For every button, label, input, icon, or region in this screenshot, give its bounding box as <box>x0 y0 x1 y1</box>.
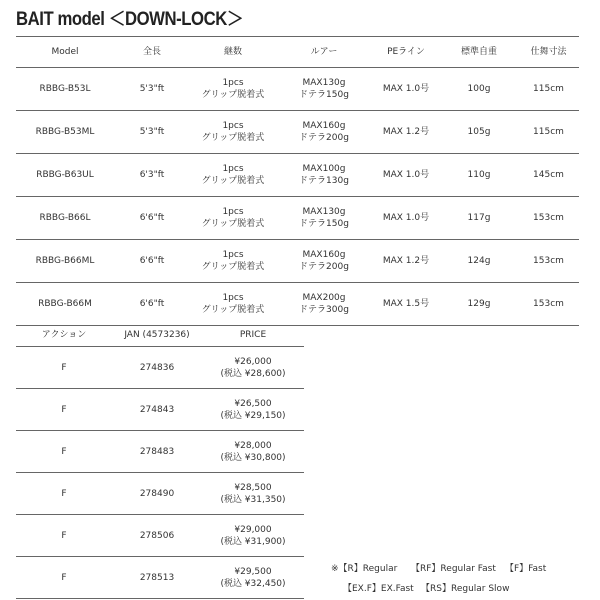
lure-max: MAX160g <box>302 121 346 131</box>
header-jan: JAN (4573236) <box>124 330 190 340</box>
pe-cell: MAX 1.0号 <box>382 170 430 180</box>
price-cell <box>202 515 304 556</box>
model-cell: RBBG-B66M <box>38 299 92 309</box>
legend-ex-fast: 【EX.F】EX.Fast <box>343 584 414 594</box>
weight-cell: 129g <box>467 299 491 309</box>
table-row <box>16 473 304 515</box>
legend-regular-slow: 【RS】Regular Slow <box>421 584 510 594</box>
model-cell: RBBG-B63UL <box>36 170 94 180</box>
jan-cell: 278483 <box>139 446 175 457</box>
closed-length-cell: 153cm <box>533 256 564 266</box>
action-legend <box>331 559 571 599</box>
lure-dotera: ドテラ200g <box>299 133 349 143</box>
lure-cell <box>276 68 372 110</box>
table-row <box>16 389 304 431</box>
lure-max: MAX130g <box>302 207 346 217</box>
pieces-cell <box>190 111 276 153</box>
header-price: PRICE <box>239 330 267 340</box>
price-value: ¥26,000 <box>234 356 272 367</box>
grip-type: グリップ脱着式 <box>201 176 265 186</box>
table-row <box>16 154 579 197</box>
lure-max: MAX130g <box>302 78 346 88</box>
lure-dotera: ドテラ150g <box>299 90 349 100</box>
header-pieces: 継数 <box>223 47 242 57</box>
jan-cell: 278513 <box>139 572 175 583</box>
pieces-count: 1pcs <box>222 207 244 217</box>
lure-dotera: ドテラ130g <box>299 176 349 186</box>
lure-cell <box>276 197 372 239</box>
pieces-cell <box>190 240 276 282</box>
lure-cell <box>276 283 372 325</box>
table-row <box>16 283 579 326</box>
table-row <box>16 197 579 240</box>
header-lure: ルアー <box>310 47 338 57</box>
closed-length-cell: 145cm <box>533 170 564 180</box>
price-tax-value: (税込 ¥31,900) <box>220 536 286 547</box>
spec-table-header <box>16 36 579 68</box>
length-cell: 6'6"ft <box>139 299 165 309</box>
price-cell <box>202 389 304 430</box>
model-cell: RBBG-B66L <box>39 213 91 223</box>
price-tax-value: (税込 ¥30,800) <box>220 452 286 463</box>
price-tax-value: (税込 ¥28,600) <box>220 368 286 379</box>
pe-cell: MAX 1.0号 <box>382 84 430 94</box>
price-tax-value: (税込 ¥29,150) <box>220 410 286 421</box>
table-row <box>16 557 304 599</box>
action-cell: F <box>61 404 67 415</box>
price-value: ¥29,500 <box>234 566 272 577</box>
pieces-count: 1pcs <box>222 250 244 260</box>
table-row <box>16 515 304 557</box>
price-tax-value: (税込 ¥31,350) <box>220 494 286 505</box>
action-cell: F <box>61 572 67 583</box>
price-table <box>16 324 304 599</box>
table-row <box>16 68 579 111</box>
closed-length-cell: 153cm <box>533 213 564 223</box>
header-closed-length: 仕舞寸法 <box>530 47 567 57</box>
pieces-cell <box>190 197 276 239</box>
lure-cell <box>276 111 372 153</box>
header-length: 全長 <box>142 47 161 57</box>
pieces-cell <box>190 68 276 110</box>
grip-type: グリップ脱着式 <box>201 90 265 100</box>
closed-length-cell: 115cm <box>533 127 564 137</box>
grip-type: グリップ脱着式 <box>201 305 265 315</box>
pieces-count: 1pcs <box>222 121 244 131</box>
price-cell <box>202 473 304 514</box>
length-cell: 5'3"ft <box>139 127 165 137</box>
table-row <box>16 347 304 389</box>
jan-cell: 278490 <box>139 488 175 499</box>
pieces-count: 1pcs <box>222 293 244 303</box>
lure-cell <box>276 240 372 282</box>
model-cell: RBBG-B53L <box>39 84 91 94</box>
lure-dotera: ドテラ300g <box>299 305 349 315</box>
weight-cell: 105g <box>467 127 491 137</box>
closed-length-cell: 115cm <box>533 84 564 94</box>
legend-line <box>331 579 571 599</box>
lure-dotera: ドテラ150g <box>299 219 349 229</box>
weight-cell: 117g <box>467 213 491 223</box>
legend-line <box>331 559 571 579</box>
header-model: Model <box>51 47 79 57</box>
pieces-count: 1pcs <box>222 164 244 174</box>
weight-cell: 110g <box>467 170 491 180</box>
spec-table <box>16 36 579 326</box>
lure-dotera: ドテラ200g <box>299 262 349 272</box>
price-value: ¥28,500 <box>234 482 272 493</box>
price-cell <box>202 347 304 388</box>
pieces-cell <box>190 154 276 196</box>
price-table-header <box>16 324 304 347</box>
lure-max: MAX160g <box>302 250 346 260</box>
model-cell: RBBG-B66ML <box>35 256 95 266</box>
price-cell <box>202 431 304 472</box>
header-action: アクション <box>41 330 87 340</box>
model-cell: RBBG-B53ML <box>35 127 95 137</box>
jan-cell: 278506 <box>139 530 175 541</box>
price-value: ¥28,000 <box>234 440 272 451</box>
price-value: ¥26,500 <box>234 398 272 409</box>
lure-max: MAX200g <box>302 293 346 303</box>
length-cell: 6'3"ft <box>139 170 165 180</box>
jan-cell: 274843 <box>139 404 175 415</box>
table-row <box>16 111 579 154</box>
length-cell: 6'6"ft <box>139 256 165 266</box>
legend-regular: ※【R】Regular <box>331 564 398 574</box>
lure-max: MAX100g <box>302 164 346 174</box>
page-title: BAIT model ＜DOWN-LOCK＞ <box>16 9 244 30</box>
pieces-cell <box>190 283 276 325</box>
action-cell: F <box>61 488 67 499</box>
pe-cell: MAX 1.0号 <box>382 213 430 223</box>
legend-regular-fast: 【RF】Regular Fast <box>411 564 496 574</box>
lure-cell <box>276 154 372 196</box>
grip-type: グリップ脱着式 <box>201 133 265 143</box>
action-cell: F <box>61 362 67 373</box>
jan-cell: 274836 <box>139 362 175 373</box>
action-cell: F <box>61 446 67 457</box>
table-row <box>16 431 304 473</box>
legend-fast: 【F】Fast <box>505 564 547 574</box>
closed-length-cell: 153cm <box>533 299 564 309</box>
pe-cell: MAX 1.2号 <box>382 127 430 137</box>
weight-cell: 100g <box>467 84 491 94</box>
grip-type: グリップ脱着式 <box>201 219 265 229</box>
pe-cell: MAX 1.2号 <box>382 256 430 266</box>
length-cell: 5'3"ft <box>139 84 165 94</box>
length-cell: 6'6"ft <box>139 213 165 223</box>
header-weight: 標準自重 <box>460 47 497 57</box>
weight-cell: 124g <box>467 256 491 266</box>
action-cell: F <box>61 530 67 541</box>
table-row <box>16 240 579 283</box>
price-tax-value: (税込 ¥32,450) <box>220 578 286 589</box>
grip-type: グリップ脱着式 <box>201 262 265 272</box>
pieces-count: 1pcs <box>222 78 244 88</box>
price-cell <box>202 557 304 598</box>
pe-cell: MAX 1.5号 <box>382 299 430 309</box>
header-pe-line: PEライン <box>387 47 425 57</box>
price-value: ¥29,000 <box>234 524 272 535</box>
